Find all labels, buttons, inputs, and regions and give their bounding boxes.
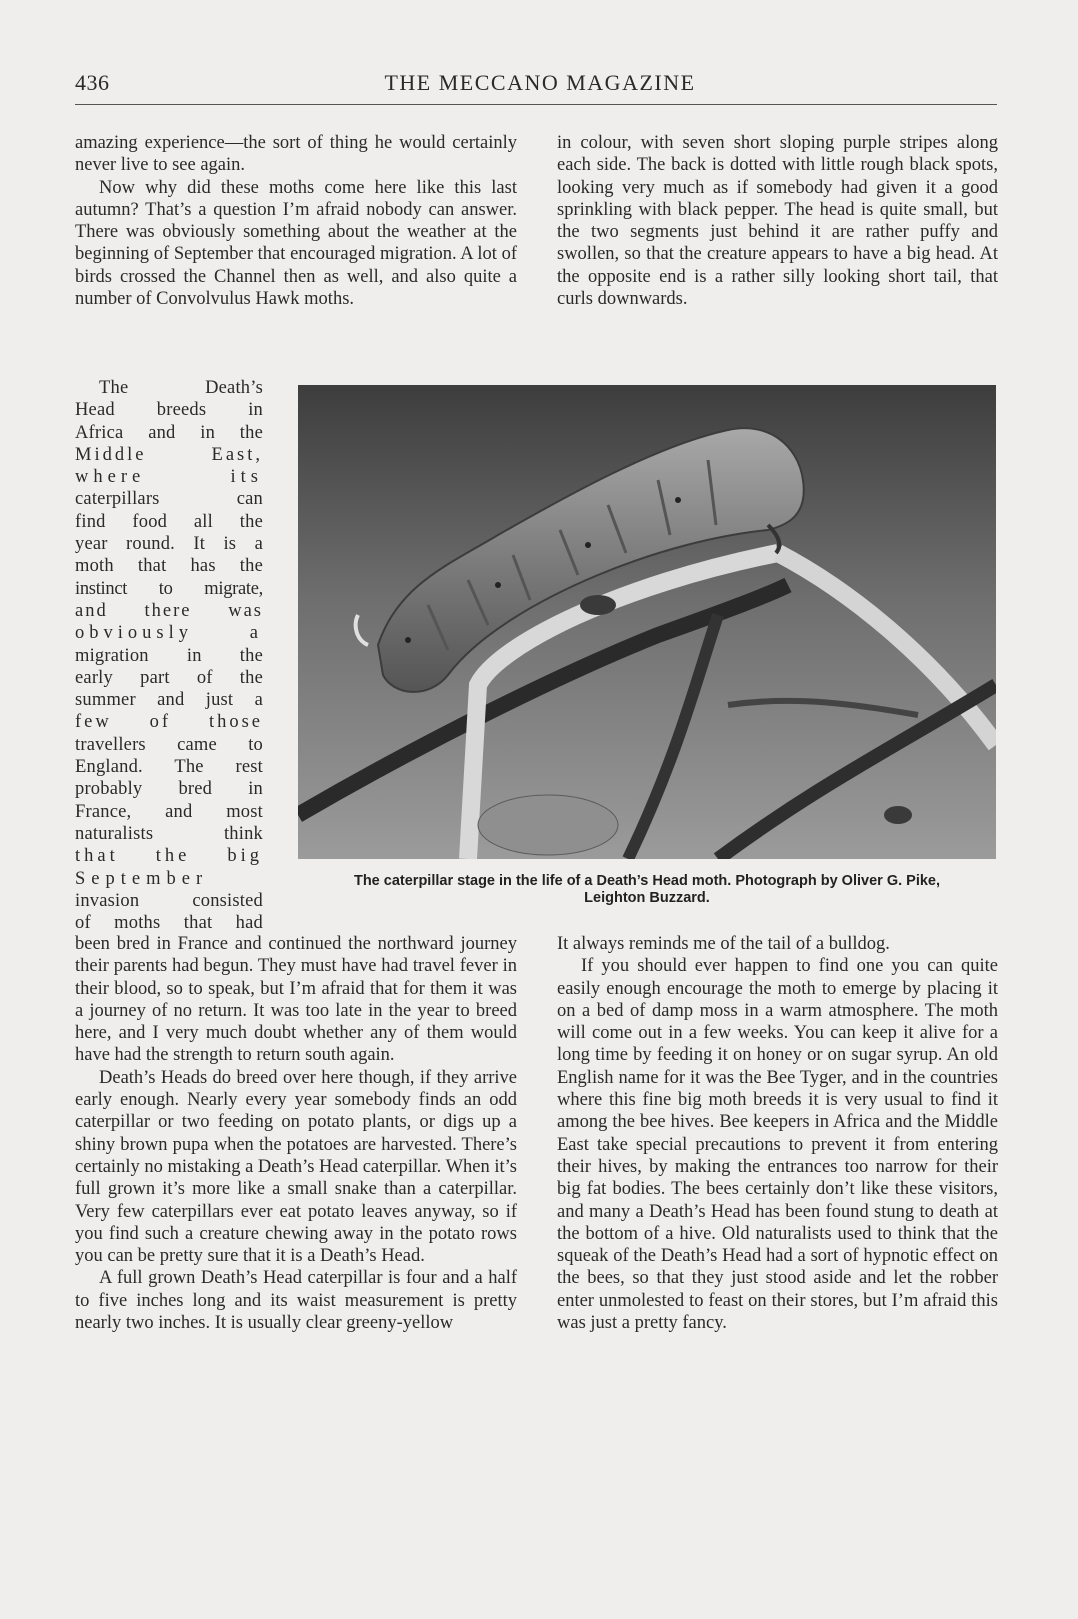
- narrow-line: moth that has the: [75, 556, 263, 577]
- left-column-top: [75, 132, 517, 310]
- page-number: 436: [75, 70, 110, 95]
- caption-line: Leighton Buzzard.: [584, 890, 710, 906]
- narrow-line: September: [75, 868, 209, 889]
- narrow-line: Africa and in the: [75, 422, 263, 443]
- narrow-line: Middle East,: [75, 444, 263, 465]
- magazine-title: THE MECCANO MAGAZINE: [384, 70, 696, 95]
- caterpillar-photograph: [298, 385, 996, 859]
- narrow-line: migration in the: [75, 645, 263, 666]
- narrow-line: France, and most: [75, 801, 263, 822]
- paragraph: amazing experience—the sort of thing he would certainly never live to see again.: [75, 133, 517, 176]
- header-rule: [75, 104, 997, 105]
- right-column-bottom: [557, 933, 998, 1334]
- narrow-line: and there was: [75, 600, 263, 621]
- narrow-line: caterpillars can: [75, 489, 263, 510]
- paragraph: Now why did these moths come here like this last autumn? That’s a question I’m afraid nobody can answer. There was obviously something about the weather at the beginning of September that encouraged migration. A lot of birds crossed the Channel then as well, and also quite a number of Convolvulus Hawk moths.: [75, 177, 517, 310]
- paragraph: A full grown Death’s Head caterpillar is four and a half to five inches long and its waist measurement is pretty nearly two inches. It is usually clear greeny-yellow: [75, 1268, 517, 1334]
- paragraph: If you should ever happen to find one you can quite easily enough encourage the moth to emerge by placing it on a bed of damp moss in a warm atmosphere. The moth will come out in a few weeks. You can keep it alive for a long time by feeding it on honey or on sugar syrup. An old English name for it was the Bee Tyger, and in the countries where this fine big moth breeds it is very usual to find it among the bee hives. Bee keepers in Africa and the Middle East take special precautions to prevent it from entering their hives, by making the entrances too narrow for their big fat bodies. The bees certainly don’t like these visitors, and many a Death’s Head has been found stung to death at the bottom of a hive. Old naturalists used to think that the squeak of the Death’s Head had a sort of hypnotic effect on the bees, so that they just stood aside and let the robber enter unmolested to feast on their stores, but I’m afraid this was just a pretty fancy.: [557, 956, 998, 1334]
- paragraph: been bred in France and continued the northward journey their parents had begun. They must have had travel fever in their blood, so to speak, but I’m afraid that for them it was a journey of no return. It was too late in the year to breed here, and I very much doubt whether any of them would have had the strength to return south again.: [75, 934, 517, 1066]
- narrow-line: year round. It is a: [75, 534, 263, 555]
- narrow-line: instinct to migrate,: [75, 578, 263, 599]
- narrow-line: England. The rest: [75, 757, 263, 778]
- narrow-line: of moths that had: [75, 913, 263, 934]
- narrow-line: where its: [75, 467, 263, 488]
- narrow-line: Head breeds in: [75, 400, 263, 421]
- narrow-line: invasion consisted: [75, 890, 263, 911]
- narrow-line: The Death’s: [99, 378, 263, 398]
- left-column-narrow: [75, 377, 263, 934]
- paragraph: It always reminds me of the tail of a bulldog.: [557, 934, 890, 954]
- narrow-line: naturalists think: [75, 823, 263, 844]
- narrow-line: obviously a: [75, 623, 263, 644]
- narrow-line: early part of the: [75, 667, 263, 688]
- photo-caption: [296, 873, 998, 907]
- narrow-line: few of those: [75, 712, 263, 733]
- paragraph: in colour, with seven short sloping purple stripes along each side. The back is dotted with little rough black spots, looking very much as if somebody had given it a good sprinkling with black pepper. The head is quite small, but the two segments just behind it are rather puffy and swollen, so that the creature appears to have a big head. At the opposite end is a rather silly looking short tail, that curls downwards.: [557, 133, 998, 310]
- caption-line: The caterpillar stage in the life of a Death’s Head moth. Photograph by Oliver G. Pike,: [353, 873, 941, 889]
- right-column-top: [557, 132, 998, 310]
- narrow-line: travellers came to: [75, 734, 263, 755]
- narrow-line: summer and just a: [75, 690, 263, 711]
- narrow-line: that the big: [75, 846, 263, 867]
- caterpillar-illustration: [298, 385, 996, 859]
- paragraph: Death’s Heads do breed over here though, if they arrive early enough. Nearly every year somebody finds an odd caterpillar or two feeding on potato plants, or digs up a shiny brown pupa when the potatoes are harvested. There’s certainly no mistaking a Death’s Head caterpillar. When it’s full grown it’s more like a small snake than a caterpillar. Very few caterpillars ever eat potato leaves anyway, so if you find such a creature chewing away in the potato rows you can be pretty sure that it is a Death’s Head.: [75, 1067, 517, 1267]
- left-column-bottom: [75, 933, 517, 1334]
- narrow-line: probably bred in: [75, 779, 263, 800]
- narrow-line: find food all the: [75, 511, 263, 532]
